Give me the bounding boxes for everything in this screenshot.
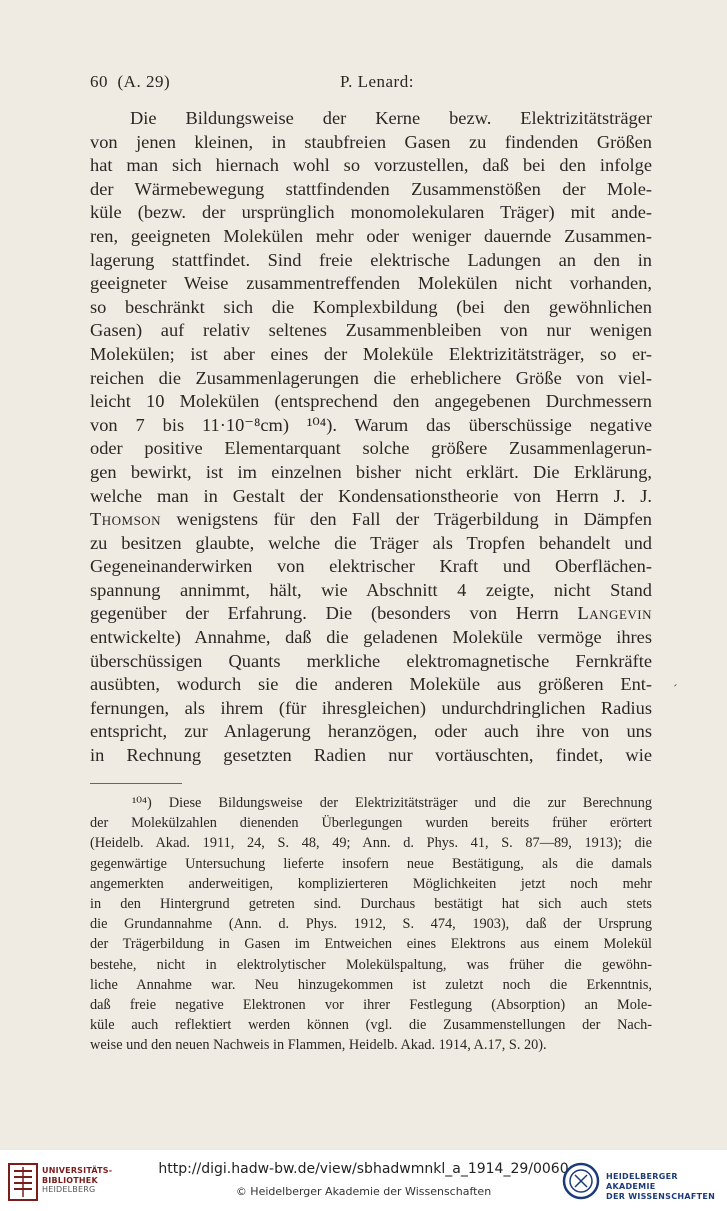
footnote-line: gegenwärtige Untersuchung lieferte insofern neue Bestätigung, als die damals — [90, 855, 652, 872]
body-line: geeigneter Weise zusammentreffenden Molekülen nicht vorhanden, — [90, 273, 652, 294]
footnote-line: angemerkten anderweitigen, komplizierteren Möglichkeiten jetzt noch mehr — [90, 875, 652, 892]
body-line: hat man sich hiernach wohl so vorzustellen, daß bei den infolge — [90, 155, 652, 176]
body-line: so beschränkt sich die Komplexbildung (bei den gewöhnlichen — [90, 296, 652, 317]
body-line: fernungen, als ihrem (für ihresgleichen) undurchdringlichen Radius — [90, 697, 652, 718]
body-line: von 7 bis 11·10⁻⁸cm) ¹⁰⁴). Warum das überschüssige negative — [90, 414, 652, 435]
footnote-line: küle auch reflektiert werden können (vgl. die Zusammenstellungen der Nach- — [90, 1017, 652, 1034]
body-line: entwickelte) Annahme, daß die geladenen Moleküle vermöge ihres — [90, 627, 652, 648]
body-text — [90, 107, 652, 768]
page-ref: (A. 29) — [117, 72, 171, 91]
body-line: überschüssigen Quants merkliche elektromagnetische Fernkräfte — [90, 650, 652, 671]
body-line: Molekülen; ist aber eines der Moleküle Elektrizitätsträger, so er- — [90, 343, 652, 364]
copyright-notice: © Heidelberger Akademie der Wissenschaften — [235, 1185, 492, 1198]
body-line: von jenen kleinen, in staubfreien Gasen zu findenden Größen — [90, 131, 652, 152]
running-head: P. Lenard: — [340, 72, 414, 91]
library-line-1: UNIVERSITÄTS- — [42, 1166, 113, 1175]
footnote-line: weise und den neuen Nachweis in Flammen, Heidelb. Akad. 1914, A.17, S. 20). — [90, 1037, 547, 1054]
footnote-line: der Trägerbildung in Gasen im Entweichen eines Elektrons aus einem Molekül — [90, 936, 652, 953]
footnote-line: in den Hintergrund getreten sind. Durchaus bestätigt hat sich auch stets — [90, 895, 652, 912]
footnote-line: bestehe, nicht in elektrolytischer Molekülspaltung, was früher die gewöhn- — [90, 956, 652, 973]
footnote-line: ¹⁰⁴) Diese Bildungsweise der Elektrizitätsträger und die zur Berechnung — [132, 795, 652, 811]
page-number — [90, 72, 170, 92]
footnotes — [90, 793, 652, 1055]
body-line: oder positive Elementarquant solche größere Zusammenlagerun- — [90, 438, 652, 459]
academy-line-1: HEIDELBERGER AKADEMIE — [606, 1172, 678, 1191]
footnote-line: daß freie negative Elektronen vor ihrer Festlegung (Absorption) an Mole- — [90, 996, 652, 1013]
body-line: Thomson wenigstens für den Fall der Trägerbildung in Dämpfen — [90, 509, 652, 530]
body-line: gen bewirkt, ist im einzelnen bisher nicht erklärt. Die Erklärung, — [90, 461, 652, 482]
small-caps-name: Langevin — [577, 603, 652, 624]
body-line: reichen die Zusammenlagerungen die erheblichere Größe von viel- — [90, 367, 652, 388]
permalink-url[interactable]: http://digi.hadw-bw.de/view/sbhadwmnkl_a_1914_29/0060 — [158, 1161, 569, 1177]
body-line: in Rechnung gesetzten Radien nur vortäuschten, findet, wie — [90, 745, 652, 766]
body-line: lagerung stattfindet. Sind freie elektrische Ladungen an den in — [90, 249, 652, 270]
body-line: entspricht, zur Anlagerung heranzögen, oder auch ihre von uns — [90, 721, 652, 742]
body-line: ausübten, wodurch sie die anderen Moleküle aus größeren Ent- — [90, 674, 652, 695]
academy-seal-icon — [562, 1162, 600, 1200]
small-caps-name: Thomson — [90, 509, 162, 530]
body-line: spannung annimmt, hält, wie Abschnitt 4 zeigte, nicht Stand — [90, 579, 652, 600]
footnote-line: (Heidelb. Akad. 1911, 24, S. 48, 49; Ann. d. Phys. 41, S. 87—89, 1913); die — [90, 835, 652, 852]
body-line: Die Bildungsweise der Kerne bezw. Elektrizitätsträger — [130, 108, 652, 128]
body-line: küle (bezw. der ursprünglich monomolekularen Träger) mit ande- — [90, 202, 652, 223]
margin-mark: ´ — [673, 683, 678, 698]
body-line: Gegeneinanderwirken von elektrischer Kraft und Oberflächen- — [90, 556, 652, 577]
body-line: gegenüber der Erfahrung. Die (besonders von Herrn Langevin — [90, 603, 652, 624]
digitization-footer — [0, 1150, 727, 1211]
academy-name — [606, 1172, 727, 1202]
page-header — [90, 72, 650, 96]
body-line: ren, geeigneten Molekülen mehr oder weniger dauernde Zusammen- — [90, 225, 652, 246]
body-line: der Wärmebewegung stattfindenden Zusammenstößen der Mole- — [90, 178, 652, 199]
footnote-line: die Grundannahme (Ann. d. Phys. 1912, S. 474, 1903), daß der Ursprung — [90, 916, 652, 933]
page-number-value: 60 — [90, 72, 108, 91]
body-line: Gasen) auf relativ seltenes Zusammenbleiben von nur wenigen — [90, 320, 652, 341]
body-line: leicht 10 Molekülen (entsprechend den angegebenen Durchmessern — [90, 391, 652, 412]
footnote-line: der Molekülzahlen dienenden Überlegungen wurden bereits früher erörtert — [90, 815, 652, 832]
library-line-3: HEIDELBERG — [42, 1185, 96, 1194]
body-line: zu besitzen glaubte, welche die Träger als Tropfen behandelt und — [90, 532, 652, 553]
academy-line-2: DER WISSENSCHAFTEN — [606, 1192, 716, 1201]
body-line: welche man in Gestalt der Kondensationstheorie von Herrn J. J. — [90, 485, 652, 506]
library-line-2: BIBLIOTHEK — [42, 1175, 98, 1185]
footnote-line: liche Annahme war. Neu hinzugekommen ist zuletzt noch die Erkenntnis, — [90, 976, 652, 993]
footnote-rule — [90, 783, 182, 784]
